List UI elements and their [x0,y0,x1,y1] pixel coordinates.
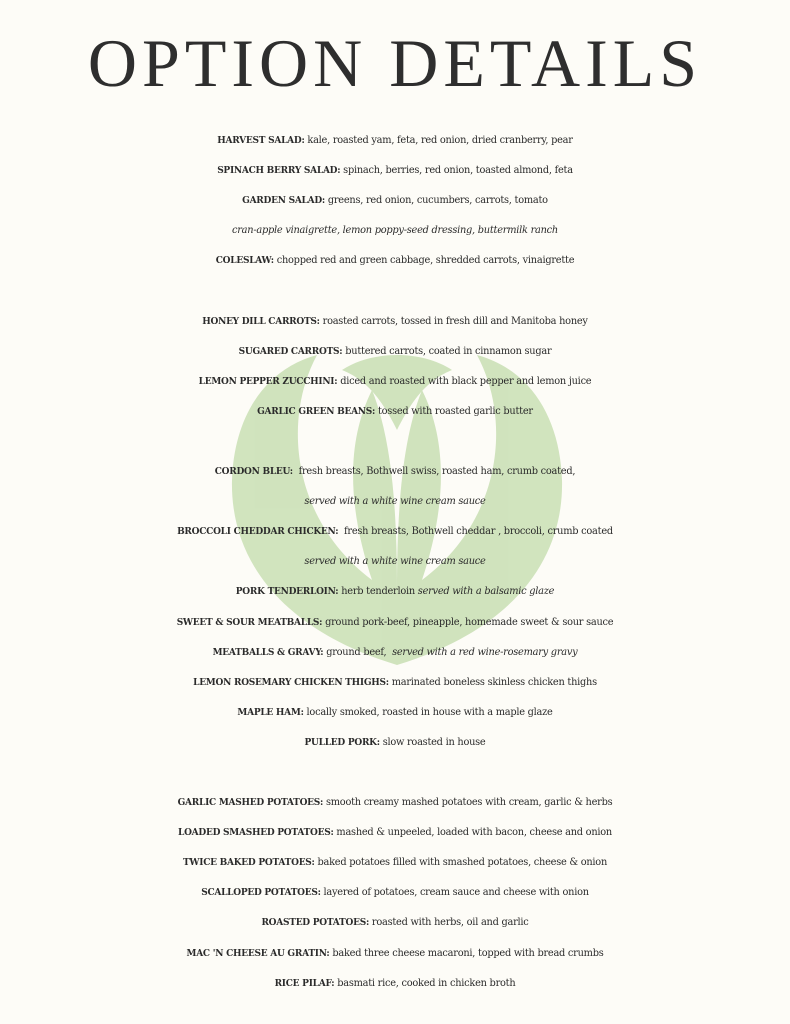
item-description: diced and roasted with black pepper and lemon juice [337,375,592,387]
item-description: fresh breasts, Bothwell cheddar , broccoli, crumb coated [338,526,613,538]
item-name: ROASTED POTATOES: [261,918,370,929]
item-description: baked potatoes filled with smashed potatoes, cheese & onion [314,857,608,869]
menu-section [0,307,790,427]
item-name: SWEET & SOUR MEATBALLS: [176,617,323,628]
item-name: CORDON BLEU: [214,467,293,478]
item-description: chopped red and green cabbage, shredded carrots, vinaigrette [273,255,575,267]
item-name: MEATBALLS & GRAVY: [212,647,324,658]
item-description: ground beef, [323,646,393,658]
menu-item [0,307,790,337]
menu-item [0,156,790,186]
item-description: greens, red onion, cucumbers, carrots, tomato [324,195,548,207]
item-name: HONEY DILL CARROTS: [202,316,320,327]
menu-item [0,246,790,276]
menu-item [0,969,790,999]
menu-item [0,638,790,668]
menu-section [0,126,790,276]
item-name: SCALLOPED POTATOES: [201,888,321,899]
section-gap [0,758,790,788]
menu-item [0,698,790,728]
note-text: served with a white wine cream sauce [304,556,486,568]
section-gap [0,276,790,306]
menu-item [0,397,790,427]
item-name: MAC 'N CHEESE AU GRATIN: [186,948,330,959]
menu-item [0,608,790,638]
menu-list [0,126,790,999]
item-description: roasted carrots, tossed in fresh dill and Manitoba honey [319,315,588,327]
item-description: basmati rice, cooked in chicken broth [334,977,516,989]
item-name: TWICE BAKED POTATOES: [182,858,315,869]
item-description: slow roasted in house [379,736,486,748]
menu-item [0,186,790,216]
item-name: LEMON PEPPER ZUCCHINI: [198,376,338,387]
note-text: cran-apple vinaigrette, lemon poppy-seed dressing, buttermilk ranch [232,225,558,237]
item-description: mashed & unpeeled, loaded with bacon, cheese and onion [333,827,612,839]
menu-note [0,487,790,517]
item-description: ground pork-beef, pineapple, homemade sweet & sour sauce [322,616,614,628]
menu-item [0,457,790,487]
item-description-italic: served with a balsamic glaze [417,586,555,598]
item-name: COLESLAW: [215,256,274,267]
item-name: GARLIC GREEN BEANS: [257,406,376,417]
menu-item [0,367,790,397]
menu-item [0,939,790,969]
menu-section [0,788,790,999]
menu-item [0,878,790,908]
item-description: buttered carrots, coated in cinnamon sugar [342,345,552,357]
menu-item [0,337,790,367]
item-name: LOADED SMASHED POTATOES: [178,828,334,839]
menu-note [0,547,790,577]
item-description: roasted with herbs, oil and garlic [369,917,529,929]
page-title: OPTION DETAILS [87,25,703,101]
item-description: fresh breasts, Bothwell swiss, roasted ham, crumb coated, [292,466,576,478]
menu-item [0,668,790,698]
note-text: served with a white wine cream sauce [304,496,486,508]
item-description: kale, roasted yam, feta, red onion, dried cranberry, pear [304,135,573,146]
menu-item [0,517,790,547]
item-name: BROCCOLI CHEDDAR CHICKEN: [177,527,339,538]
section-gap [0,427,790,457]
item-name: GARLIC MASHED POTATOES: [177,798,324,809]
item-description: layered of potatoes, cream sauce and cheese with onion [320,887,589,899]
item-description: marinated boneless skinless chicken thighs [388,676,597,688]
menu-section [0,457,790,758]
item-description: tossed with roasted garlic butter [375,405,533,417]
menu-item [0,788,790,818]
menu-item [0,577,790,607]
menu-item [0,848,790,878]
item-name: GARDEN SALAD: [242,196,325,207]
item-description: locally smoked, roasted in house with a maple glaze [303,706,553,718]
item-description: spinach, berries, red onion, toasted almond, feta [340,165,573,177]
item-name: HARVEST SALAD: [217,136,305,146]
menu-item [0,818,790,848]
menu-item [0,728,790,758]
menu-item [0,908,790,938]
item-description: baked three cheese macaroni, topped with bread crumbs [329,947,604,959]
item-name: MAPLE HAM: [237,707,304,718]
item-description: herb tenderloin [338,586,418,598]
item-name: RICE PILAF: [274,978,335,989]
item-name: LEMON ROSEMARY CHICKEN THIGHS: [193,677,389,688]
item-name: PORK TENDERLOIN: [235,587,339,598]
item-name: SPINACH BERRY SALAD: [217,166,341,177]
item-description-italic: served with a red wine-rosemary gravy [392,646,578,658]
menu-note [0,216,790,246]
item-description: smooth creamy mashed potatoes with cream, garlic & herbs [323,797,613,809]
menu-item [0,126,790,156]
item-name: PULLED PORK: [304,737,380,748]
item-name: SUGARED CARROTS: [238,346,343,357]
